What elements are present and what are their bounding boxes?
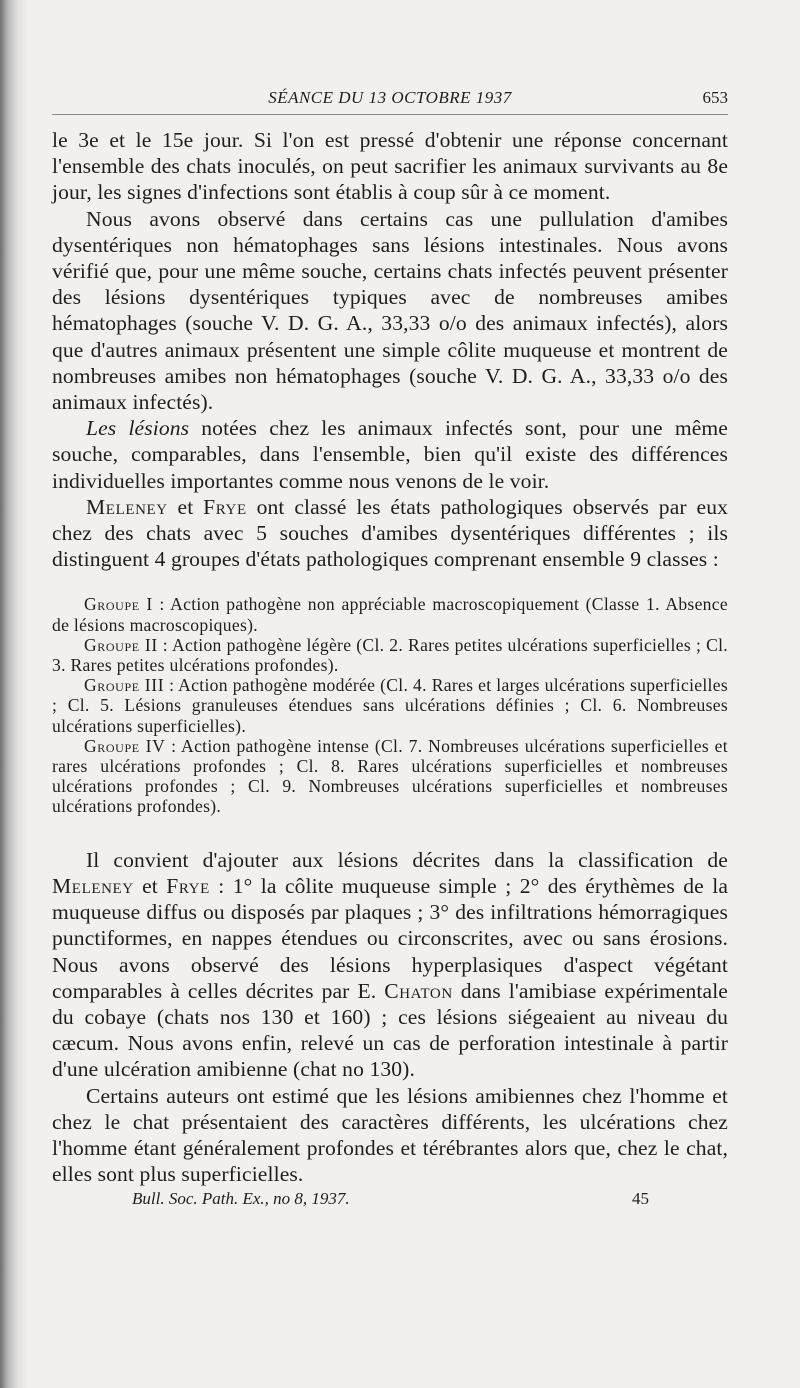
author-meleney: Meleney [86, 494, 168, 519]
author-meleney: Meleney [52, 873, 134, 898]
running-head-title: SÉANCE DU 13 OCTOBRE 1937 [268, 88, 512, 107]
page [52, 80, 728, 1215]
group-text: : Action pathogène légère (Cl. 2. Rares petites ulcérations superficielles ; Cl. 3. Rares petites ulcérations profondes). [52, 634, 729, 676]
group-item [52, 736, 728, 817]
paragraph-continuation: le 3e et le 15e jour. Si l'on est pressé d'obtenir une réponse concernant l'ensemble des chats inoculés, on peut sacrifier les animaux survivants au 8e jour, les signes d'infections sont établis à coup sûr à ce moment. [52, 128, 728, 205]
additional-lesions-text: dans l'amibiase expérimentale du cobaye (chats nos 130 et 160) ; ces lésions siégeaient au niveau du cæcum. Nous avons enfin, relevé un cas de perforation intestinale à partir d'une ulcération amibienne (chat no 130). [52, 978, 728, 1082]
paragraph-pullulation: Nous avons observé dans certains cas une pullulation d'amibes dysentériques non hématophages sans lésions intestinales. Nous avons vérifié que, pour une même souche, certains chats infectés peuvent présenter des lésions dysentériques typiques avec de nombreuses amibes hématophages (souche V. D. G. A., 33,33 o/o des animaux infectés), alors que d'autres animaux présentent une simple côlite muqueuse et montrent de nombreuses amibes non hématophages (souche V. D. G. A., 33,33 o/o des animaux infectés). [52, 206, 728, 415]
journal-reference: Bull. Soc. Path. Ex., no 8, 1937. [132, 1189, 350, 1209]
lesions-lead: Les lésions [86, 416, 190, 441]
group-item [52, 675, 728, 736]
page-number: 653 [702, 88, 728, 107]
conjunction: et [133, 873, 167, 898]
group-label: Groupe IV [84, 735, 166, 756]
author-chaton: Chaton [384, 978, 453, 1003]
classification-groups [52, 594, 728, 816]
binding-shadow [0, 0, 28, 1388]
group-item [52, 594, 728, 634]
meleney-frye-text: ont classé les états pathologiques observés par eux chez des chats avec 5 souches d'amibes dysentériques différentes ; ils distinguent 4 groupes d'états pathologiques comprenant ensemble 9 classes : [52, 494, 728, 572]
group-text: : Action pathogène intense (Cl. 7. Nombreuses ulcérations superficielles et rares ulcérations profondes ; Cl. 8. Rares ulcérations superficielles et nombreuses ulcérations profondes ; Cl. 9. Nombreuses ulcérations superficielles et nombreuses ulcérations profondes). [52, 735, 728, 817]
additional-lesions-text: Il convient d'ajouter aux lésions décrites dans la classification de [86, 847, 728, 872]
paragraph-lesions [52, 415, 728, 494]
paragraph-additional-lesions [52, 847, 728, 1083]
running-head [52, 80, 728, 108]
paragraph-comparison: Certains auteurs ont estimé que les lésions amibiennes chez l'homme et chez le chat présentaient des caractères différents, les ulcérations chez l'homme étant généralement profondes et térébrantes alors que, chez le chat, elles sont plus superficielles. [52, 1083, 728, 1187]
group-label: Groupe II [84, 634, 158, 655]
author-frye: Frye [166, 873, 210, 898]
signature-number: 45 [632, 1189, 649, 1209]
additional-lesions-text: : 1° la côlite muqueuse simple ; 2° des érythèmes de la muqueuse diffus ou disposés par plaques ; 3° des infiltrations hémorragiques punctiformes, en nappes étendues ou circonscrites, avec ou sans érosions. Nous avons observé des lésions hyperplasiques d'aspect végétant comparables à celles décrites par E. [52, 873, 729, 1003]
conjunction: et [167, 494, 204, 519]
group-label: Groupe III [84, 675, 165, 696]
header-rule [52, 114, 728, 115]
group-text: : Action pathogène non appréciable macroscopiquement (Classe 1. Absence de lésions macroscopiques). [52, 594, 728, 635]
group-label: Groupe I [84, 594, 153, 615]
paragraph-meleney-frye [52, 494, 728, 573]
lesions-text: notées chez les animaux infectés sont, pour une même souche, comparables, dans l'ensemble, bien qu'il existe des différences individuelles importantes comme nous venons de le voir. [52, 416, 728, 493]
group-text: : Action pathogène modérée (Cl. 4. Rares et larges ulcérations superficielles ; Cl. 5. Lésions granuleuses étendues sans ulcérations définies ; Cl. 6. Nombreuses ulcérations superficielles). [52, 675, 729, 736]
page-footer [52, 1189, 728, 1215]
author-frye: Frye [203, 494, 247, 519]
group-item [52, 635, 728, 675]
